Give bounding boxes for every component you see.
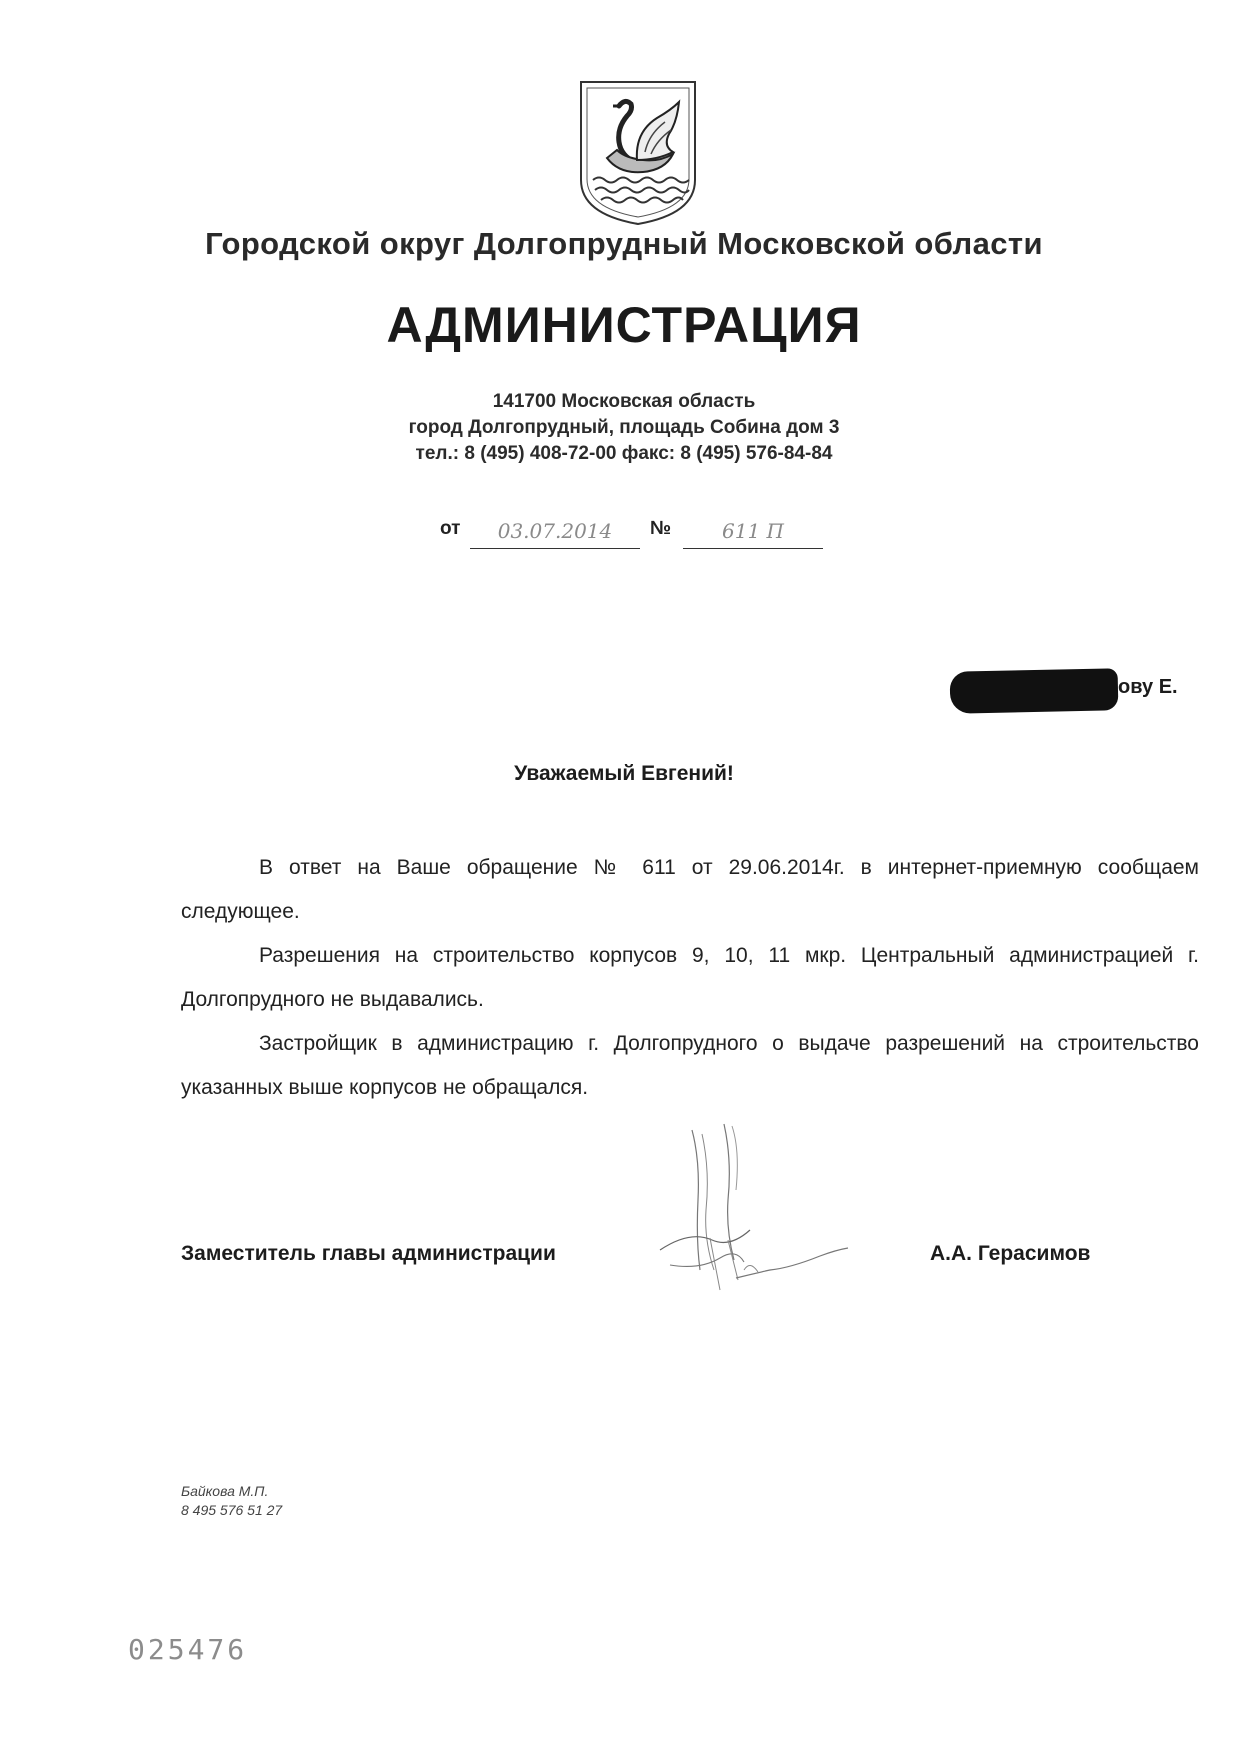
signatory-position: Заместитель главы администрации [181,1242,556,1265]
serial-number: 025476 [128,1633,248,1666]
address-line-2: город Долгопрудный, площадь Собина дом 3 [408,417,840,438]
reg-date-label: от [440,518,461,539]
handwritten-signature-icon [640,1120,850,1320]
swan-coat-of-arms-icon [573,76,703,228]
addressee: ову Е. [1118,676,1178,698]
organization-name: Городской округ Долгопрудный Московской области [205,226,1043,261]
reg-number-label: № [650,518,672,539]
letter-body [181,846,1199,1110]
body-paragraph: В ответ на Ваше обращение № 611 от 29.06.2014г. в интернет-приемную сообщаем следующее. [181,856,1199,923]
body-paragraph: Разрешения на строительство корпусов 9, 10, 11 мкр. Центральный администрацией г. Долгопрудного не выдавались. [181,944,1199,1011]
greeting: Уважаемый Евгений! [514,762,734,785]
document-title: АДМИНИСТРАЦИЯ [386,297,862,353]
reg-number-value: 611 П [683,518,823,549]
reg-date-value: 03.07.2014 [470,518,640,549]
body-paragraph: Застройщик в администрацию г. Долгопрудного о выдаче разрешений на строительство указанных выше корпусов не обращался. [181,1032,1199,1099]
redaction-mark [950,668,1119,714]
contact-line: тел.: 8 (495) 408-72-00 факс: 8 (495) 576-84-84 [415,443,833,464]
signatory-name: А.А. Герасимов [930,1242,1091,1265]
executor-phone: 8 495 576 51 27 [181,1502,283,1518]
executor-name: Байкова М.П. [181,1483,269,1499]
address-line-1: 141700 Московская область [492,391,756,412]
